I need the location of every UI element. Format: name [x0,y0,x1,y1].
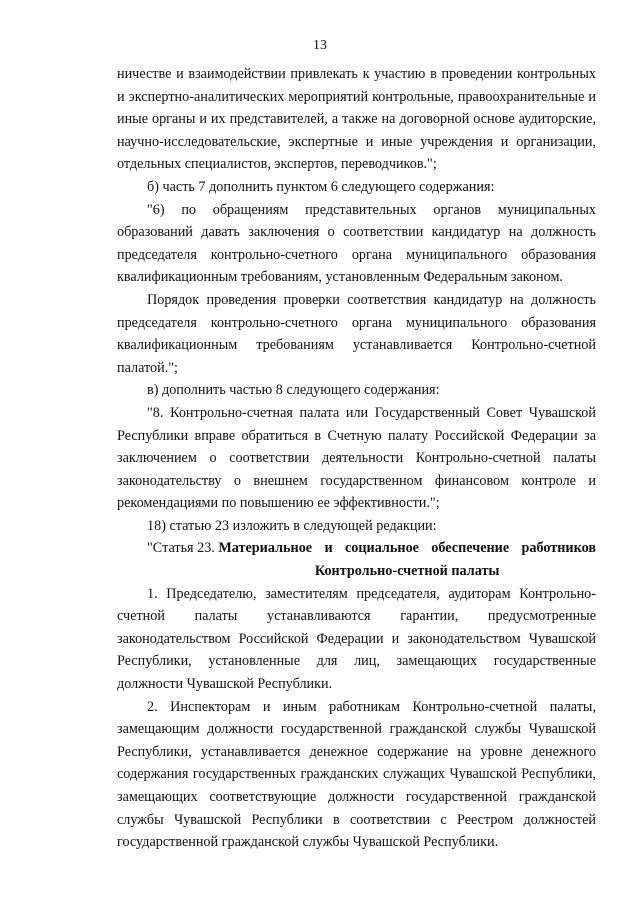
paragraph-point-6: "6) по обращениям представительных органов муниципальных образований давать заключения о соответствии кандидатур на должность председателя контрольно-счетного органа муниципального образования квалификационным требованиям, установленным Федеральным законом. [117,201,596,286]
article-title: Материальное и социальное обеспечение работников Контрольно-счетной палаты [218,540,596,580]
paragraph-item-b: б) часть 7 дополнить пунктом 6 следующего содержания: [147,178,495,195]
article-paragraph-1: 1. Председателю, заместителям председателя, аудиторам Контрольно-счетной палаты устанавливаются гарантии, предусмотренные законодательством Российской Федерации и законодательством Чувашской Республики, установленные для лиц, замещающих государственные должности Чувашской Республики. [117,585,596,693]
paragraph-part-8: "8. Контрольно-счетная палата или Государственный Совет Чувашской Республики вправе обратиться в Счетную палату Российской Федерации за заключением о соответствии деятельности Контрольно-счетной палаты законодательству о внешнем государственном финансовом контроле и рекомендациями по повышению ее эффективности."; [117,404,596,512]
page-number: 13 [313,38,327,53]
article-heading [117,537,596,582]
paragraph-verification-procedure: Порядок проведения проверки соответствия кандидатур на должность председателя контрольно-счетного органа муниципального образования квалификационным требованиям устанавливается Контрольно-счетной палатой."; [117,291,596,376]
body-text [117,63,596,854]
paragraph-item-18: 18) статью 23 изложить в следующей редакции: [147,517,437,534]
article-paragraph-2: 2. Инспекторам и иным работникам Контрольно-счетной палаты, замещающим должности государственной гражданской службы Чувашской Республики, устанавливается денежное содержание на уровне денежного содержания государственных гражданских служащих Чувашской Республики, замещающих соответствующие должности государственной гражданской службы Чувашской Республики в соответствии с Реестром должностей государственной гражданской службы Чувашской Республики. [117,698,596,851]
article-label: "Статья 23. [147,540,219,557]
paragraph-item-v: в) дополнить частью 8 следующего содержания: [147,382,440,399]
paragraph-continuation: ничестве и взаимодействии привлекать к участию в проведении контрольных и экспертно-аналитических мероприятий контрольные, правоохранительные и иные органы и их представителей, а также на договорной основе аудиторские, научно-исследовательские, экспертные и иные учреждения и организации, отдельных специалистов, экспертов, переводчиков."; [117,66,596,173]
